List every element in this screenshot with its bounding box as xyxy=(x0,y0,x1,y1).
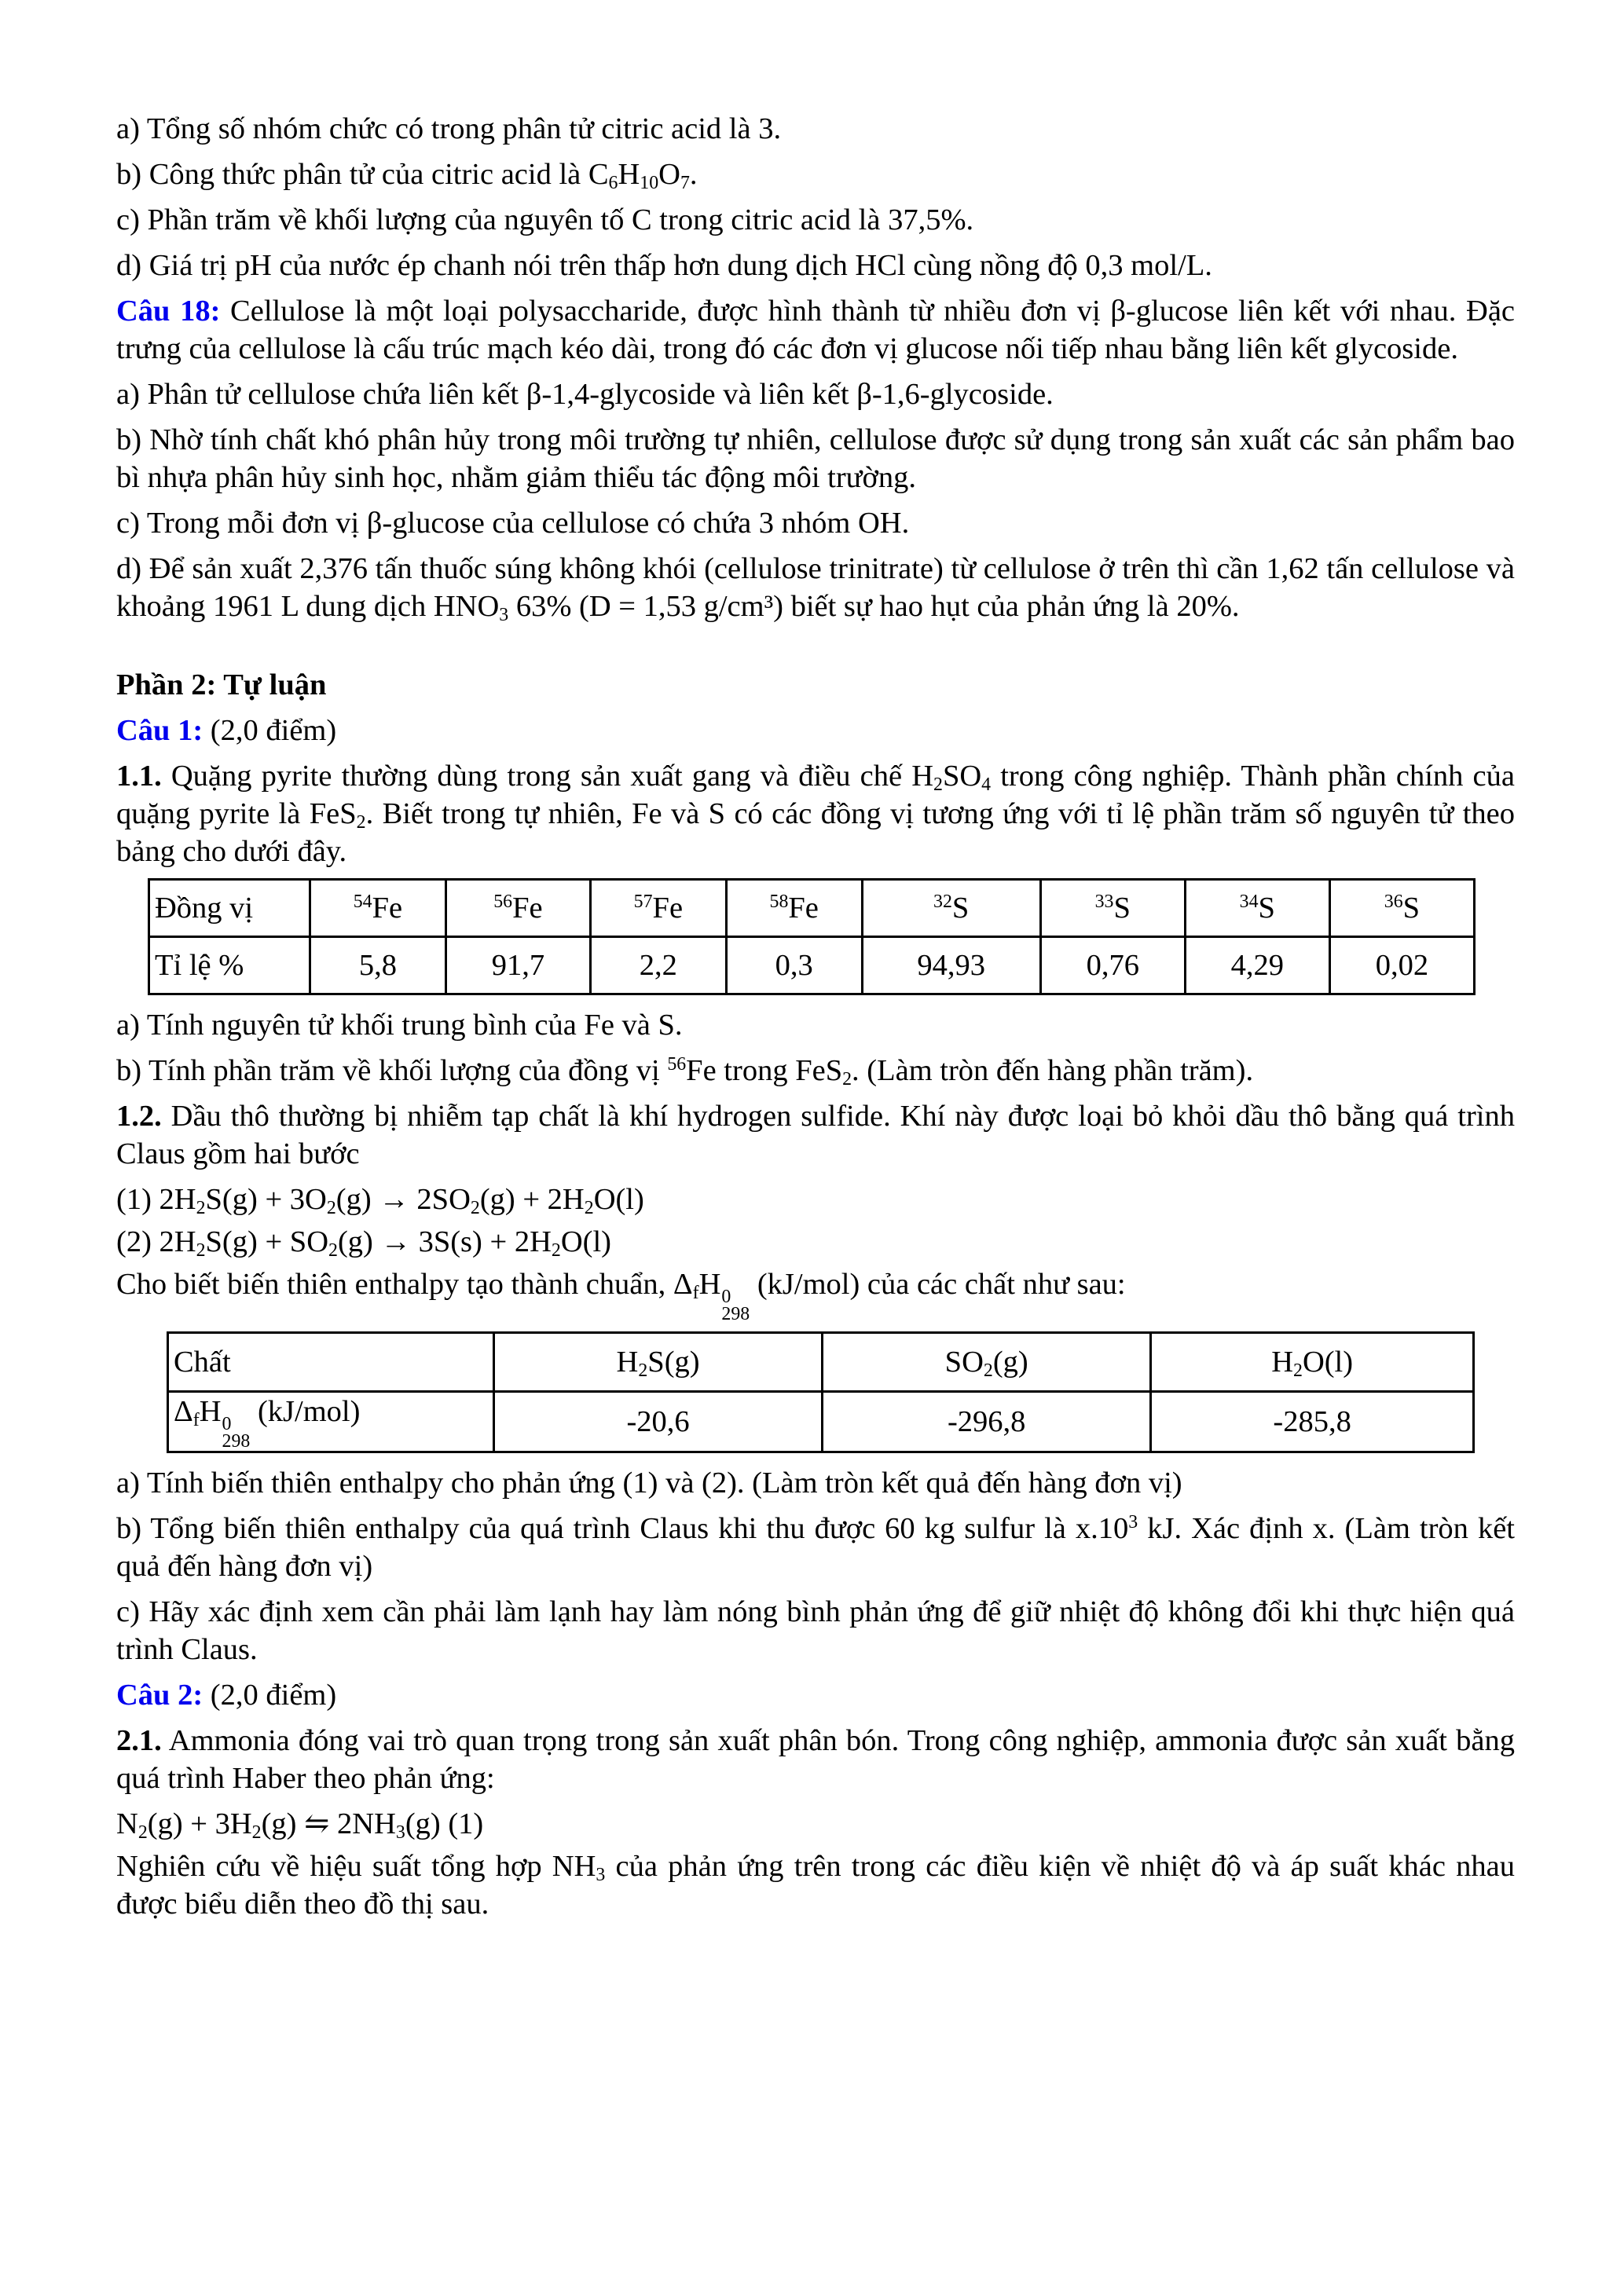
equation-3: $N_2(g) + 3H_2(g)$ ⇋ $2NH_3(g)$ (1) xyxy=(116,1807,484,1844)
enthalpy-table xyxy=(167,1331,1475,1453)
q18-option-a: a) Phân tử cellulose chứa liên kết β-1,4-glycoside và liên kết β-1,6-glycoside. xyxy=(116,378,1054,411)
c1-1-stem: 1.1. Quặng pyrite thường dùng trong sản xuất gang và điều chế $H_2SO_4$ trong công nghiệp. Thành phần chính của quặng pyrite là FeS$_2$. Biết trong tự nhiên, Fe và S có các đồng vị tương ứng với tỉ lệ phần trăm số nguyên tử theo bảng cho dưới đây. xyxy=(116,760,1516,868)
c1-label: Câu 1: xyxy=(116,714,203,747)
isotope-table xyxy=(148,878,1476,995)
isotope-header-row xyxy=(149,880,1475,937)
table-cell: -296,8 xyxy=(823,1392,1151,1452)
enthalpy-intro: Cho biết biến thiên enthalpy tạo thành chuẩn, $\Delta_fH$ 0 298 (kJ/mol) của các chất như sau: xyxy=(116,1268,1126,1325)
table-cell: $H_2O(l)$ xyxy=(1151,1333,1474,1392)
q17-option-c: c) Phần trăm về khối lượng của nguyên tố C trong citric acid là 37,5%. xyxy=(116,203,974,236)
c1-heading: Câu 1: (2,0 điểm) xyxy=(116,714,337,747)
q18-stem: Câu 18: Cellulose là một loại polysaccharide, được hình thành từ nhiều đơn vị β-glucose liên kết với nhau. Đặc trưng của cellulose là cấu trúc mạch kéo dài, trong đó các đơn vị glucose nối tiếp nhau bằng liên kết glycoside. xyxy=(116,295,1515,365)
enthalpy-header-row xyxy=(168,1333,1474,1392)
part2-title: Phần 2: Tự luận xyxy=(116,668,327,701)
q17-option-a: a) Tổng số nhóm chức có trong phân tử citric acid là 3. xyxy=(116,112,782,145)
table-cell: Chất xyxy=(168,1333,494,1392)
isotope-value-row xyxy=(149,937,1475,994)
table-cell: $^{57}$Fe xyxy=(590,880,726,937)
table-cell: 5,8 xyxy=(310,937,446,994)
table-cell: 2,2 xyxy=(590,937,726,994)
table-cell: 0,76 xyxy=(1040,937,1185,994)
table-cell: Tỉ lệ % xyxy=(149,937,310,994)
table-cell: $^{56}$Fe xyxy=(445,880,590,937)
document-page xyxy=(116,110,1515,1931)
table-cell: $SO_2(g)$ xyxy=(823,1333,1151,1392)
c2-1-stem: 2.1. Ammonia đóng vai trò quan trọng trong sản xuất phân bón. Trong công nghiệp, ammonia được sản xuất bằng quá trình Haber theo phản ứng: xyxy=(116,1724,1515,1796)
equation-1: (1) $2H_2S(g) + 3O_2(g) \to 2SO_2(g) + 2H_2O(l)$ xyxy=(116,1183,644,1218)
c2-1-graph-intro: Nghiên cứu về hiệu suất tổng hợp $NH_3$ của phản ứng trên trong các điều kiện về nhiệt độ và áp suất khác nhau được biểu diễn theo đồ thị sau. xyxy=(116,1850,1515,1921)
table-cell: $H_2S(g)$ xyxy=(494,1333,823,1392)
c1-2-stem: 1.2. Dầu thô thường bị nhiễm tạp chất là khí hydrogen sulfide. Khí này được loại bỏ khỏi dầu thô bằng quá trình Claus gồm hai bước xyxy=(116,1100,1515,1170)
q18-option-b: b) Nhờ tính chất khó phân hủy trong môi trường tự nhiên, cellulose được sử dụng trong sản xuất các sản phẩm bao bì nhựa phân hủy sinh học, nhằm giảm thiểu tác động môi trường. xyxy=(116,423,1515,494)
table-cell: $^{36}$S xyxy=(1329,880,1474,937)
table-cell: $\Delta_fH$ 0 298 (kJ/mol) xyxy=(168,1392,494,1452)
table-cell: -20,6 xyxy=(494,1392,823,1452)
c2-label: Câu 2: xyxy=(116,1679,203,1712)
table-cell: 0,02 xyxy=(1329,937,1474,994)
q18-option-d: d) Để sản xuất 2,376 tấn thuốc súng không khói (cellulose trinitrate) từ cellulose ở trên thì cần 1,62 tấn cellulose và khoảng 1961 L dung dịch $HNO_3$ 63% (D = 1,53 g/cm³) biết sự hao hụt của phản ứng là 20%. xyxy=(116,552,1515,625)
c1-1-part-a: a) Tính nguyên tử khối trung bình của Fe và S. xyxy=(116,1009,683,1042)
equation-2: (2) $2H_2S(g) + SO_2(g) \to 3S(s) + 2H_2O(l)$ xyxy=(116,1225,611,1261)
c1-2-part-c: c) Hãy xác định xem cần phải làm lạnh hay làm nóng bình phản ứng để giữ nhiệt độ không đổi khi thực hiện quá trình Claus. xyxy=(116,1595,1515,1667)
table-cell: $^{54}$Fe xyxy=(310,880,446,937)
table-cell: $^{34}$S xyxy=(1185,880,1329,937)
table-cell: $^{58}$Fe xyxy=(726,880,862,937)
c1-2-part-b: b) Tổng biến thiên enthalpy của quá trình Claus khi thu được 60 kg sulfur là $x.10^3$ kJ. Xác định x. (Làm tròn kết quả đến hàng đơn vị) xyxy=(116,1512,1515,1584)
table-cell: $^{33}$S xyxy=(1040,880,1185,937)
table-cell: $^{32}$S xyxy=(862,880,1040,937)
c2-heading: Câu 2: (2,0 điểm) xyxy=(116,1679,337,1712)
enthalpy-value-row xyxy=(168,1392,1474,1452)
q17-option-b: b) Công thức phân tử của citric acid là $C_6H_{10}O_7$. xyxy=(116,158,698,193)
q18-label: Câu 18: xyxy=(116,295,221,328)
table-cell: Đồng vị xyxy=(149,880,310,937)
table-cell: 91,7 xyxy=(445,937,590,994)
c1-1-part-b: b) Tính phần trăm về khối lượng của đồng vị $^{56}$Fe trong FeS$_2$. (Làm tròn đến hàng phần trăm). xyxy=(116,1053,1254,1089)
q17-option-d: d) Giá trị pH của nước ép chanh nói trên thấp hơn dung dịch HCl cùng nồng độ 0,3 mol/L. xyxy=(116,249,1212,282)
table-cell: 0,3 xyxy=(726,937,862,994)
table-cell: 94,93 xyxy=(862,937,1040,994)
table-cell: 4,29 xyxy=(1185,937,1329,994)
table-cell: -285,8 xyxy=(1151,1392,1474,1452)
c1-2-part-a: a) Tính biến thiên enthalpy cho phản ứng (1) và (2). (Làm tròn kết quả đến hàng đơn vị) xyxy=(116,1467,1182,1500)
q18-option-c: c) Trong mỗi đơn vị β-glucose của cellulose có chứa 3 nhóm OH. xyxy=(116,507,910,540)
